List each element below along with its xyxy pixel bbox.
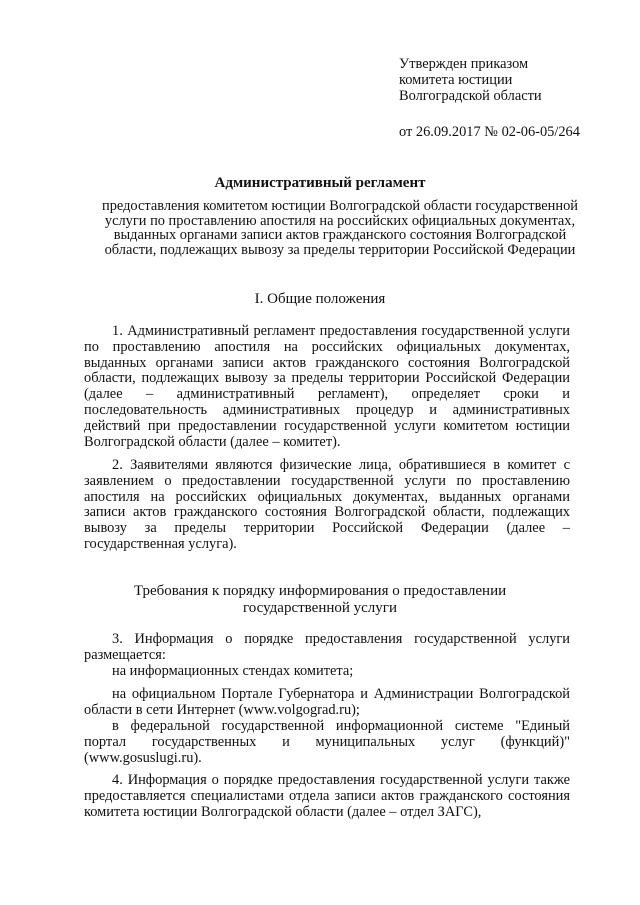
- approval-line-2: комитета юстиции: [399, 72, 513, 88]
- paragraph-1-text: 1. Административный регламент предоставления государственной услуги по проставлению апостиля на российских официальных документах, выданных органами записи актов гражданского состояния Волгоградской области, подлежащих вывозу за пределы территории Российской Федерации (далее – административный регламент), определяет сроки и последовательность административных процедур и административных действий при предоставлении государственной услуги комитетом юстиции Волгоградской области (далее – комитет).: [84, 323, 570, 450]
- document-title: Административный регламент: [214, 175, 426, 191]
- approval-date: от 26.09.2017 № 02-06-05/264: [399, 124, 580, 140]
- paragraph-2-text: 2. Заявителями являются физические лица, обратившиеся в комитет с заявлением о предоставлении государственной услуги по проставлению апостиля на российских официальных документах, выданных органами записи актов гражданского состояния Волгоградской области, подлежащих вывозу за пределы территории Российской Федерации (далее – государственная услуга).: [84, 457, 570, 552]
- paragraph-3: [84, 632, 570, 664]
- section-heading-general-text: I. Общие положения: [254, 291, 386, 307]
- list-item-gosuslugi: [84, 719, 570, 766]
- paragraph-1: [84, 324, 570, 450]
- section-heading-informing: [0, 583, 640, 616]
- section-heading-informing-line-1: Требования к порядку информирования о предоставлении: [133, 583, 507, 599]
- approval-line-1: Утвержден приказом: [399, 56, 529, 72]
- paragraph-4: [84, 773, 570, 820]
- paragraph-3-text: 3. Информация о порядке предоставления государственной услуги размещается:: [84, 631, 570, 663]
- approval-line-3: Волгоградской области: [399, 88, 542, 104]
- list-item-gosuslugi-text: в федеральной государственной информационной системе "Единый портал государственных и муниципальных услуг (функций)" (www.gosuslugi.ru).: [84, 718, 570, 766]
- section-heading-informing-line-2: государственной услуги: [243, 599, 397, 616]
- approval-stamp: [399, 56, 580, 140]
- list-item-portal-text: на официальном Портале Губернатора и Администрации Волгоградской области в сети Интернет (www.volgograd.ru);: [84, 686, 570, 718]
- paragraph-4-text: 4. Информация о порядке предоставления государственной услуги также предоставляется специалистами отдела записи актов гражданского состояния комитета юстиции Волгоградской области (далее – отдел ЗАГС),: [84, 772, 570, 820]
- list-item-stands: [84, 664, 570, 680]
- document-subtitle: предоставления комитетом юстиции Волгоградской области государственной услуги по проставлению апостиля на российских официальных документах, выданных органами записи актов гражданского состояния Волгоградской области, подлежащих вывозу за пределы территории Российской Федерации: [102, 198, 578, 258]
- list-item-portal: [84, 687, 570, 719]
- paragraph-2: [84, 458, 570, 553]
- section-heading-general: [0, 291, 640, 308]
- list-item-stands-text: на информационных стендах комитета;: [112, 663, 354, 679]
